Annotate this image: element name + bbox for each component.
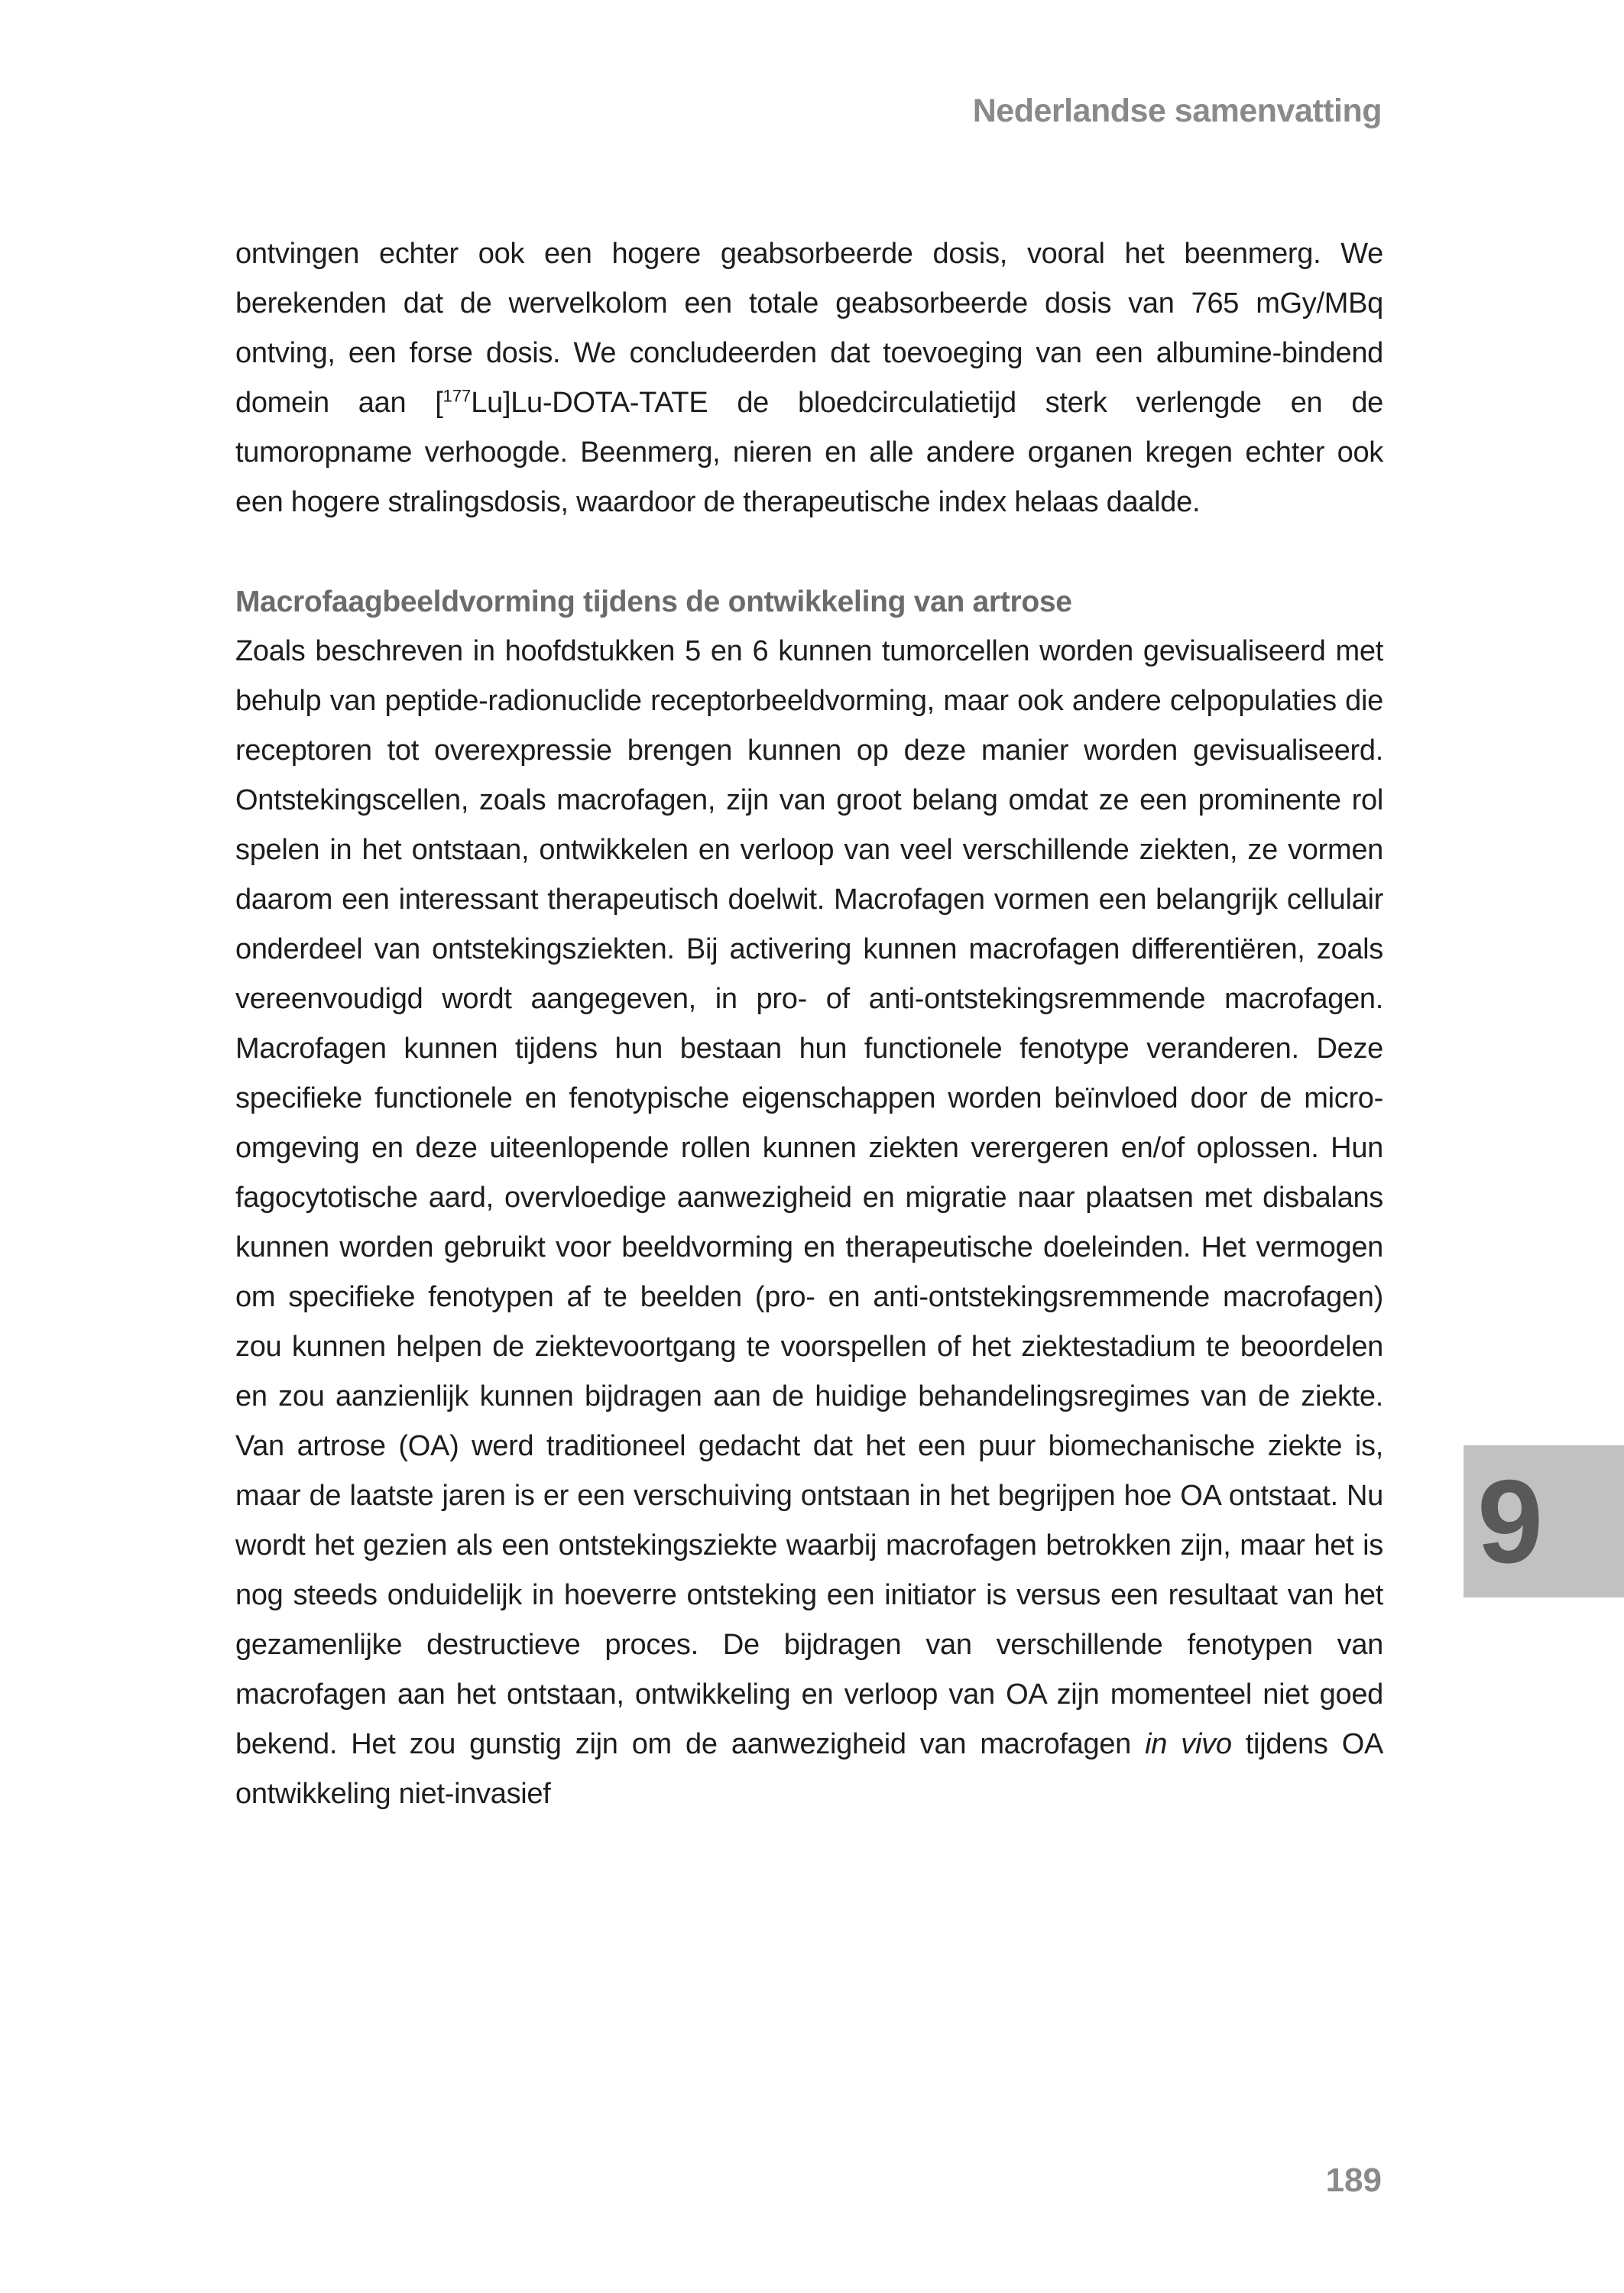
page-content	[235, 229, 1383, 1819]
page-number: 189	[1325, 2162, 1382, 2199]
paragraph-macrophage-imaging: Zoals beschreven in hoofdstukken 5 en 6 kunnen tumorcellen worden gevisualiseerd met behulp van peptide-radionuclide receptorbeeldvorming, maar ook andere celpopulaties die receptoren tot overexpressie brengen kunnen op deze manier worden gevisualiseerd. Ontstekingscellen, zoals macrofagen, zijn van groot belang omdat ze een prominente rol spelen in het ontstaan, ontwikkelen en verloop van veel verschillende ziekten, ze vormen daarom een interessant therapeutisch doelwit. Macrofagen vormen een belangrijk cellulair onderdeel van ontstekingsziekten. Bij activering kunnen macrofagen differentiëren, zoals vereenvoudigd wordt aangegeven, in pro- of anti-ontstekingsremmende macrofagen. Macrofagen kunnen tijdens hun bestaan hun functionele fenotype veranderen. Deze specifieke functionele en fenotypische eigenschappen worden beïnvloed door de micro-omgeving en deze uiteenlopende rollen kunnen ziekten verergeren en/of oplossen. Hun fagocytotische aard, overvloedige aanwezigheid en migratie naar plaatsen met disbalans kunnen worden gebruikt voor beeldvorming en therapeutische doeleinden. Het vermogen om specifieke fenotypen af te beelden (pro- en anti-ontstekingsremmende macrofagen) zou kunnen helpen de ziektevoortgang te voorspellen of het ziektestadium te beoordelen en zou aanzienlijk kunnen bijdragen aan de huidige behandelingsregimes van de ziekte. Van artrose (OA) werd traditioneel gedacht dat het een puur biomechanische ziekte is, maar de laatste jaren is er een verschuiving ontstaan in het begrijpen hoe OA ontstaat. Nu wordt het gezien als een ontstekingsziekte waarbij macrofagen betrokken zijn, maar het is nog steeds onduidelijk in hoeverre ontsteking een initiator is versus een resultaat van het gezamenlijke destructieve proces. De bijdragen van verschillende fenotypen van macrofagen aan het ontstaan, ontwikkeling en verloop van OA zijn momenteel niet goed bekend. Het zou gunstig zijn om de aanwezigheid van macrofagen in vivo tijdens OA ontwikkeling niet-invasief	[235, 635, 1383, 1810]
chapter-tab	[1464, 1445, 1624, 1597]
chapter-number: 9	[1477, 1455, 1544, 1588]
running-header: Nederlandse samenvatting	[972, 92, 1382, 129]
section-heading: Macrofaagbeeldvorming tijdens de ontwikkeling van artrose	[235, 585, 1072, 618]
paragraph-dosimetry: ontvingen echter ook een hogere geabsorbeerde dosis, vooral het beenmerg. We berekenden dat de wervelkolom een totale geabsorbeerde dosis van 765 mGy/MBq ontving, een forse dosis. We concludeerden dat toevoeging van een albumine-bindend domein aan [$^{177}$Lu]Lu-DOTA-TATE de bloedcirculatietijd sterk verlengde en de tumoropname verhoogde. Beenmerg, nieren en alle andere organen kregen echter ook een hogere stralingsdosis, waardoor de therapeutische index helaas daalde.	[235, 238, 1383, 518]
